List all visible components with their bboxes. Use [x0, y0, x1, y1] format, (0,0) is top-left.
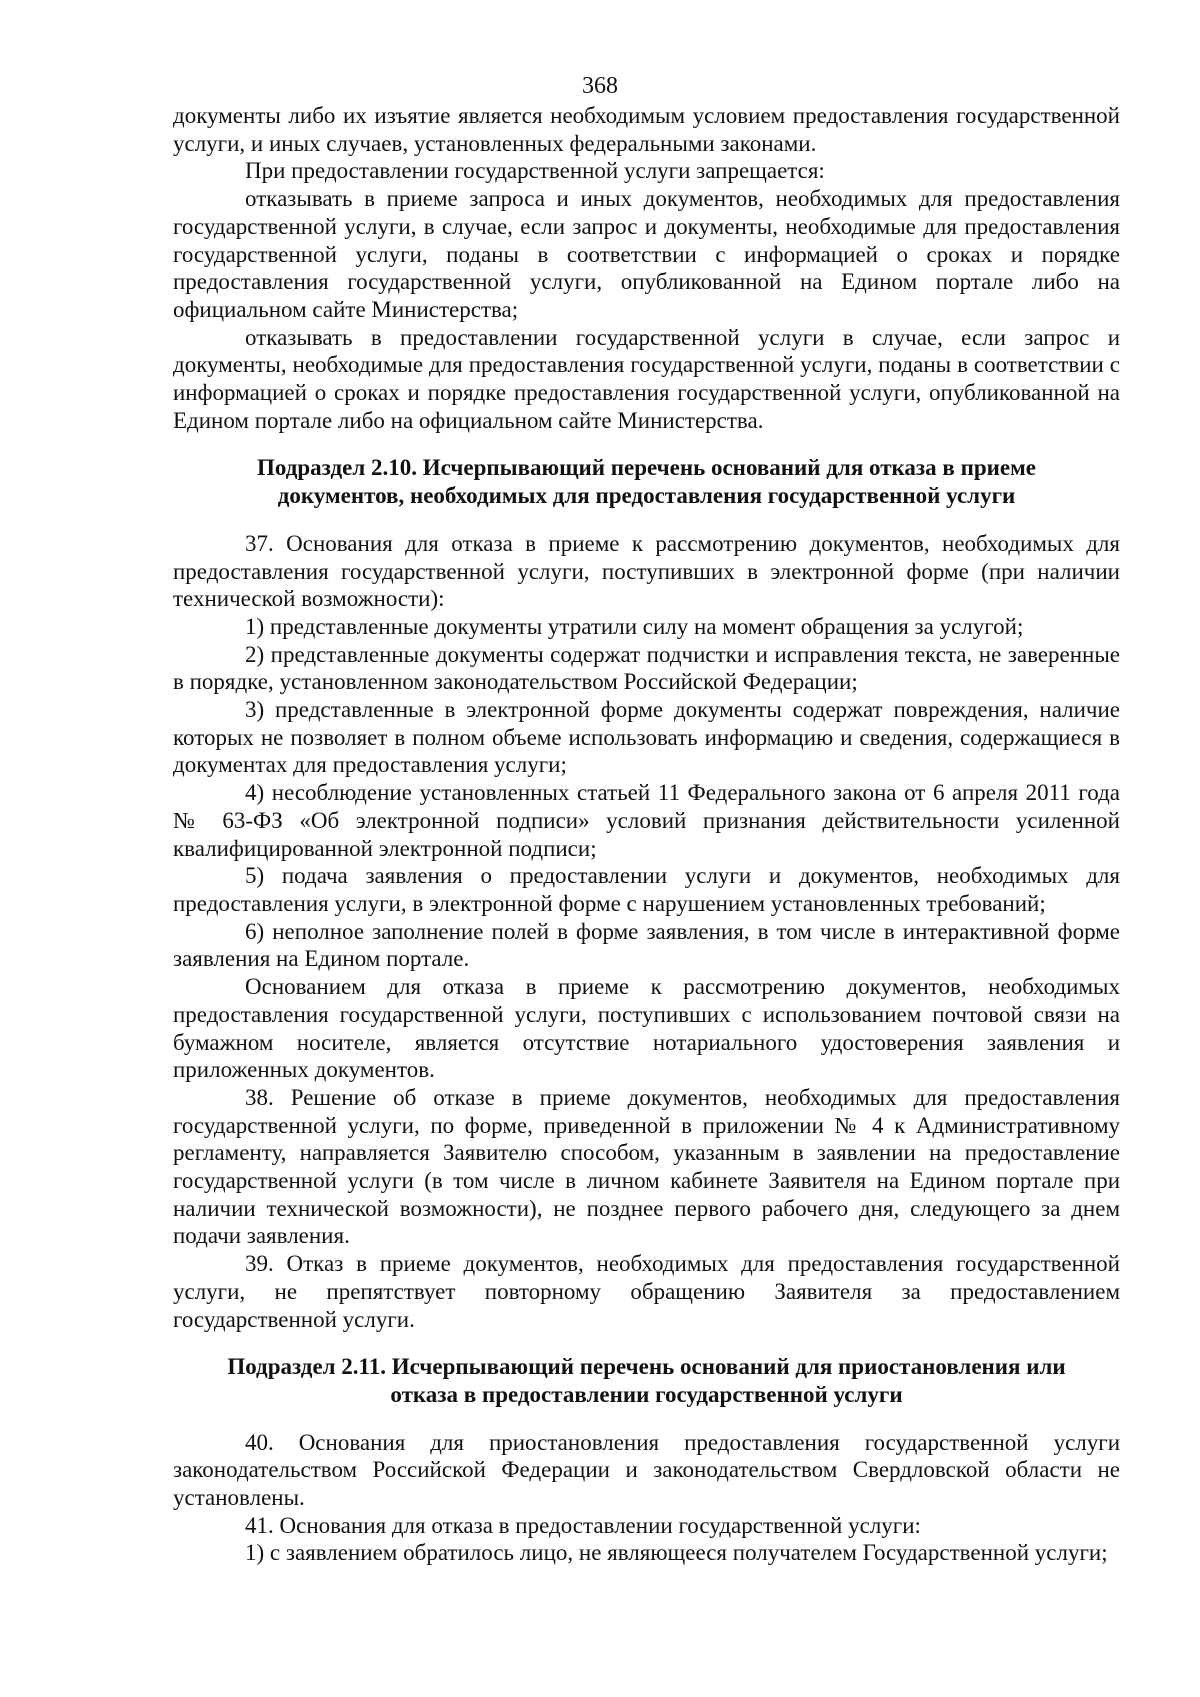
- paragraph: 41. Основания для отказа в предоставлении государственной услуги:: [245, 1512, 921, 1538]
- paragraph: документы либо их изъятие является необходимым условием предоставления государственной услуги, и иных случаев, установленных федеральными законами.: [173, 103, 1120, 156]
- list-item: 1) представленные документы утратили силу на момент обращения за услугой;: [245, 613, 1024, 639]
- page-number: 368: [582, 73, 618, 99]
- list-item: 5) подача заявления о предоставлении услуги и документов, необходимых для предоставления услуги, в электронной форме с нарушением установленных требований;: [173, 863, 1120, 916]
- section-heading: Подраздел 2.10. Исчерпывающий перечень оснований для отказа в приеме документов, необходимых для предоставления государственной услуги: [257, 455, 1036, 509]
- paragraph: отказывать в приеме запроса и иных документов, необходимых для предоставления государственной услуги, в случае, если запрос и документы, необходимые для предоставления государственной услуги, поданы в соответствии с информацией о сроках и порядке предоставления государственной услуги, опубликованной на Едином портале либо на официальном сайте Министерства;: [173, 186, 1120, 322]
- list-item: 3) представленные в электронной форме документы содержат повреждения, наличие которых не позволяет в полном объеме использовать информацию и сведения, содержащиеся в документах для предоставления услуги;: [173, 697, 1120, 778]
- list-item: 4) несоблюдение установленных статьей 11 Федерального закона от 6 апреля 2011 года № 63-ФЗ «Об электронной подписи» условий признания действительности усиленной квалифицированной электронной подписи;: [173, 780, 1120, 861]
- paragraph: Основанием для отказа в приеме к рассмотрению документов, необходимых предоставления государственной услуги, поступивших с использованием почтовой связи на бумажном носителе, является отсутствие нотариального удостоверения заявления и приложенных документов.: [173, 974, 1120, 1083]
- list-item: 2) представленные документы содержат подчистки и исправления текста, не заверенные в порядке, установленном законодательством Российской Федерации;: [173, 641, 1120, 695]
- paragraph: При предоставлении государственной услуги запрещается:: [245, 158, 825, 184]
- paragraph: 37. Основания для отказа в приеме к рассмотрению документов, необходимых для предоставления государственной услуги, поступивших в электронной форме (при наличии технической возможности):: [173, 530, 1120, 612]
- paragraph: 39. Отказ в приеме документов, необходимых для предоставления государственной услуги, не препятствует повторному обращению Заявителя за предоставлением государственной услуги.: [173, 1251, 1120, 1332]
- section-heading: Подраздел 2.11. Исчерпывающий перечень оснований для приостановления или отказа в предоставлении государственной услуги: [227, 1354, 1066, 1407]
- list-item: 1) с заявлением обратилось лицо, не являющееся получателем Государственной услуги;: [245, 1540, 1108, 1566]
- paragraph: отказывать в предоставлении государственной услуги в случае, если запрос и документы, необходимые для предоставления государственной услуги, поданы в соответствии с информацией о сроках и порядке предоставления государственной услуги, опубликованной на Едином портале либо на официальном сайте Министерства.: [173, 324, 1120, 433]
- document-body: [173, 102, 1120, 1567]
- paragraph: 38. Решение об отказе в приеме документов, необходимых для предоставления государственной услуги, по форме, приведенной в приложении № 4 к Административному регламенту, направляется Заявителю способом, указанным в заявлении на предоставление государственной услуги (в том числе в личном кабинете Заявителя на Едином портале при наличии технической возможности), не позднее первого рабочего дня, следующего за днем подачи заявления.: [173, 1084, 1120, 1249]
- list-item: 6) неполное заполнение полей в форме заявления, в том числе в интерактивной форме заявления на Едином портале.: [173, 918, 1120, 972]
- paragraph: 40. Основания для приостановления предоставления государственной услуги законодательством Российской Федерации и законодательством Свердловской области не установлены.: [173, 1429, 1120, 1511]
